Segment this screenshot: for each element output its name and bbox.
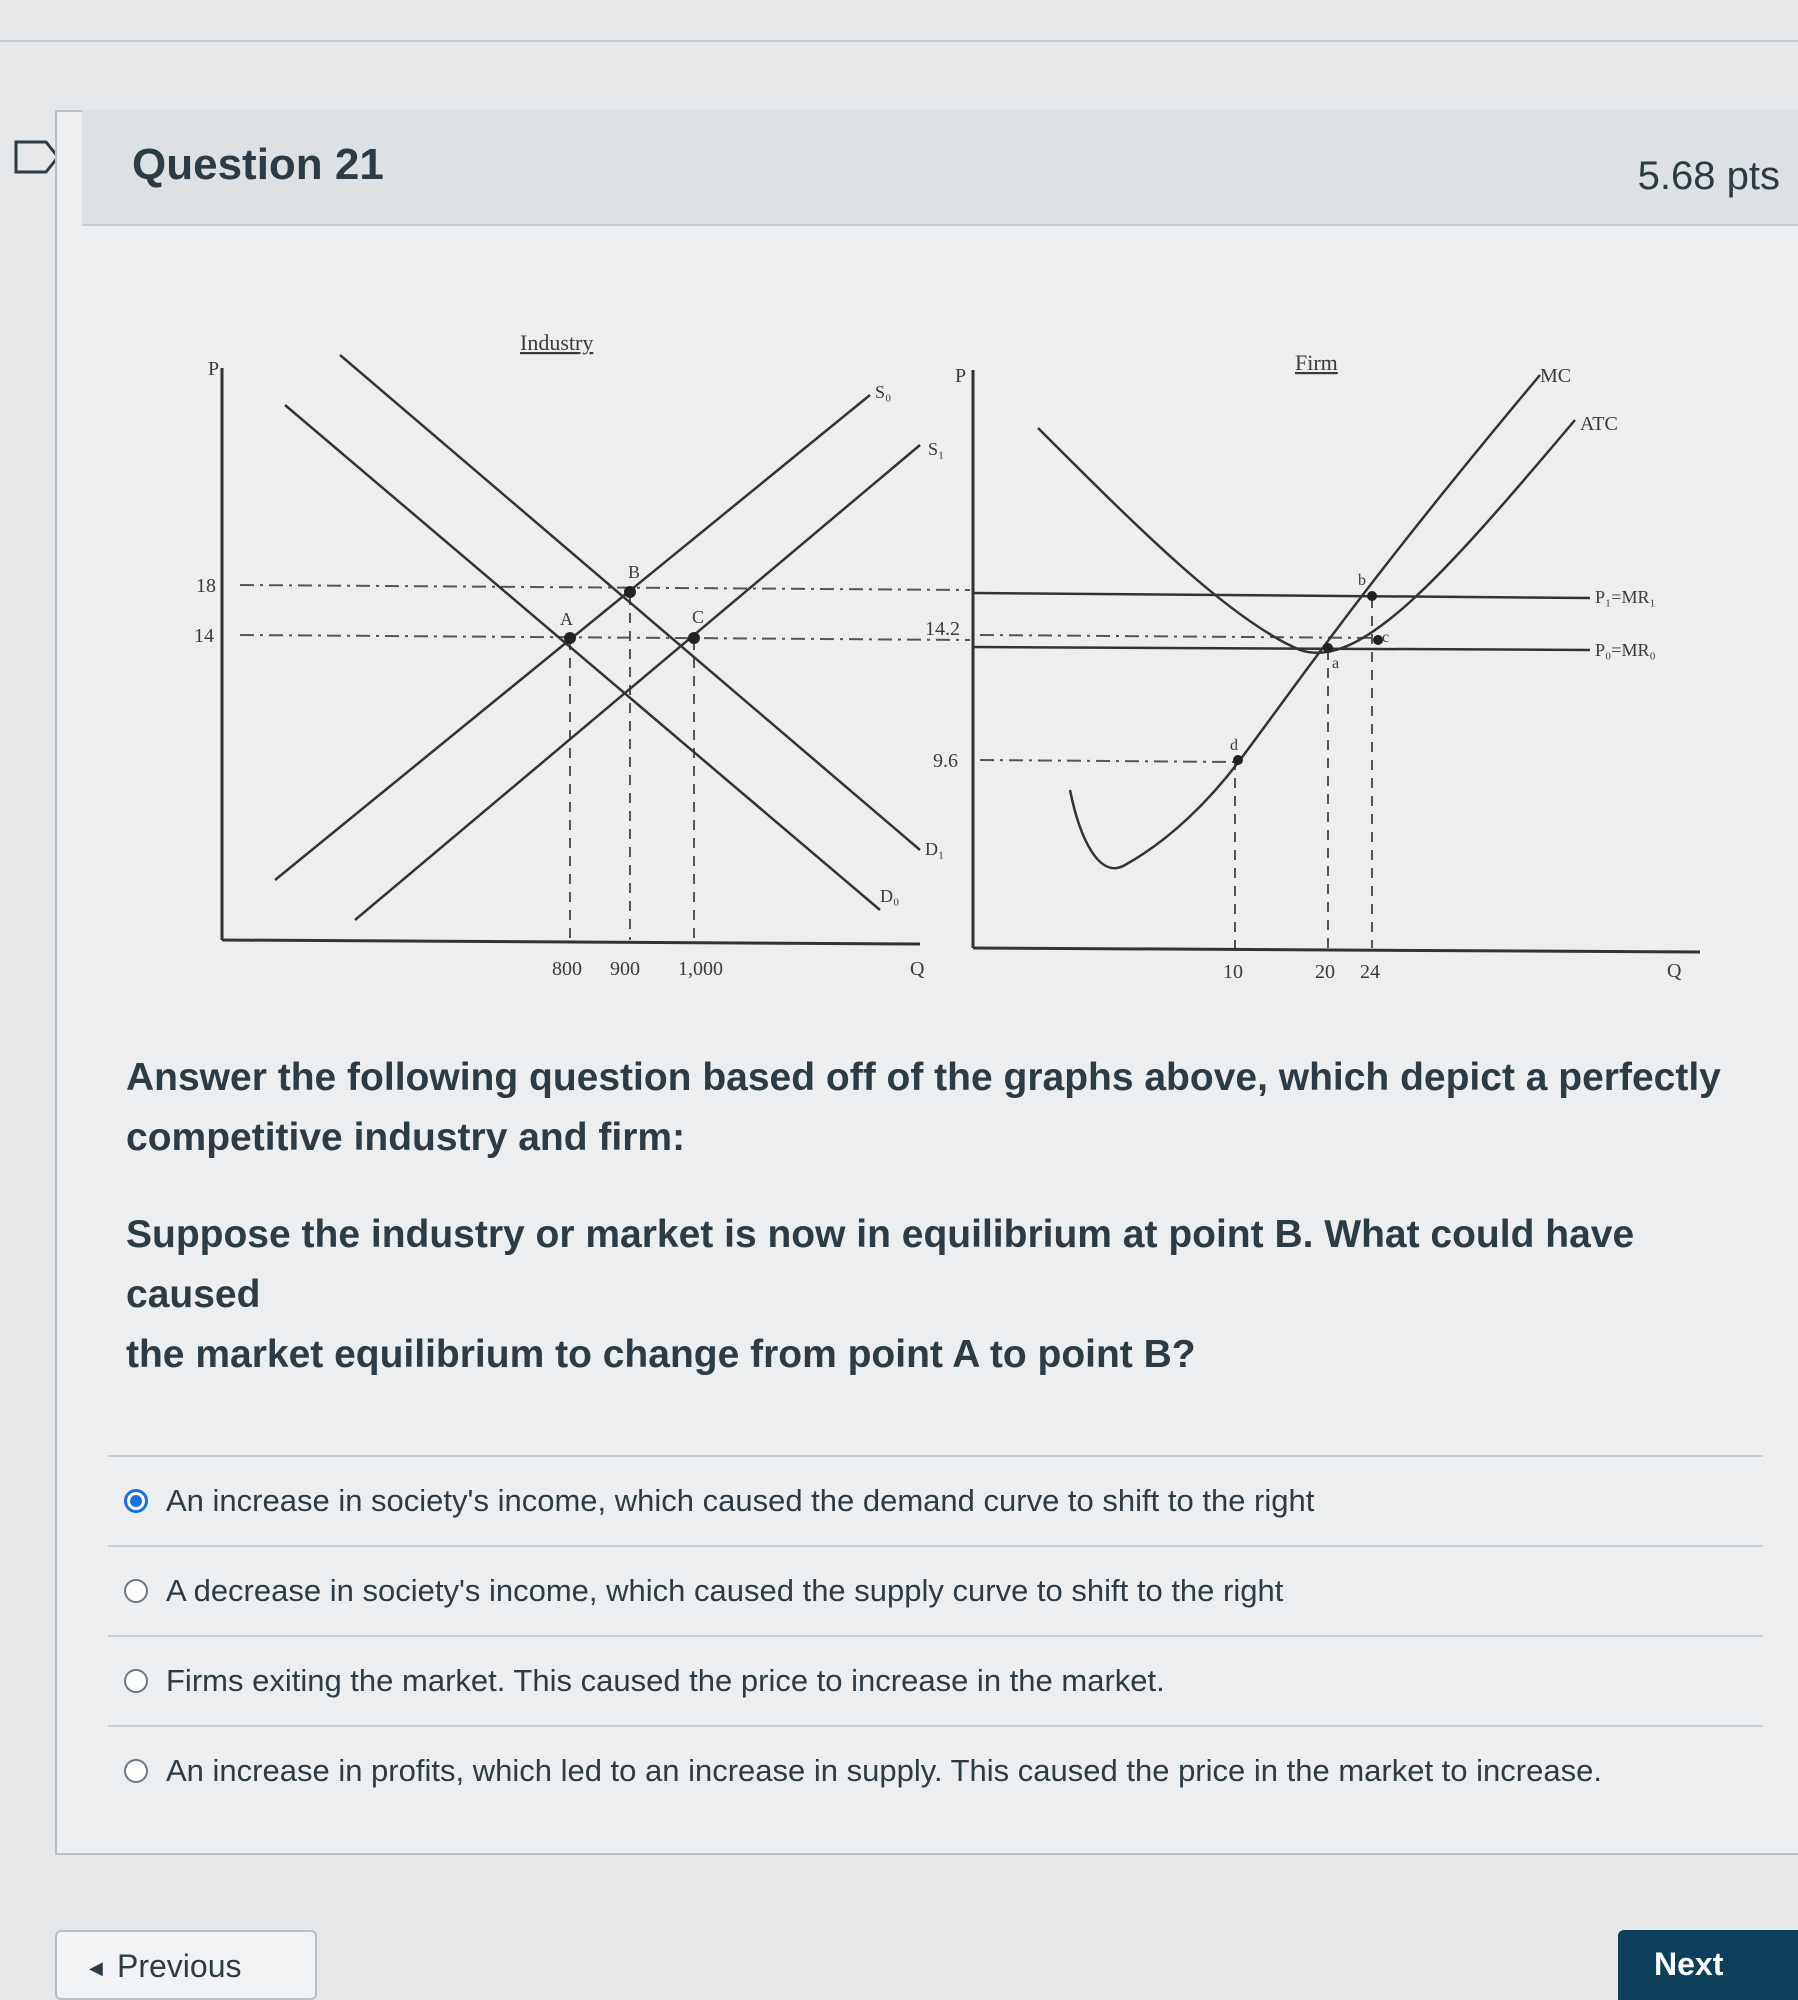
chevron-left-icon: ◀ bbox=[89, 1958, 103, 1978]
answer-label[interactable]: A decrease in society's income, which caused the supply curve to shift to the right bbox=[166, 1573, 1284, 1608]
label-point-b: B bbox=[628, 562, 641, 582]
question-prompt bbox=[126, 1048, 1746, 1168]
radio-icon[interactable] bbox=[124, 1669, 148, 1693]
answer-option-2[interactable] bbox=[108, 1545, 1763, 1635]
label-point-a-firm: a bbox=[1332, 655, 1340, 672]
answer-list bbox=[108, 1455, 1763, 1815]
previous-button-label: Previous bbox=[117, 1948, 242, 1984]
question-prompt-line-2: competitive industry and firm: bbox=[126, 1116, 686, 1159]
firm-title: Firm bbox=[1295, 350, 1338, 375]
label-mc: MC bbox=[1540, 365, 1572, 387]
industry-tick-14: 14 bbox=[194, 625, 214, 647]
industry-y-label: P bbox=[208, 358, 220, 380]
label-d0: D₀ bbox=[880, 886, 900, 906]
label-point-c-firm: c bbox=[1382, 629, 1390, 646]
previous-button[interactable] bbox=[55, 1930, 317, 2000]
answer-label[interactable]: An increase in society's income, which caused the demand curve to shift to the right bbox=[166, 1483, 1315, 1518]
point-b-firm bbox=[1367, 591, 1377, 601]
question-stem bbox=[126, 1205, 1746, 1385]
firm-x-axis bbox=[973, 948, 1700, 952]
point-b bbox=[624, 586, 636, 598]
label-p0-mr0: P₀=MR₀ bbox=[1595, 640, 1656, 660]
answer-label[interactable]: Firms exiting the market. This caused the price to increase in the market. bbox=[166, 1663, 1165, 1698]
question-prompt-line-1: Answer the following question based off of the graphs above, which depict a perfectly bbox=[126, 1056, 1721, 1099]
firm-price-line-9-6 bbox=[980, 760, 1235, 762]
point-c bbox=[688, 632, 700, 644]
point-a-firm bbox=[1323, 643, 1333, 653]
industry-graph bbox=[194, 330, 970, 980]
answer-option-4[interactable] bbox=[108, 1725, 1763, 1815]
industry-x-axis bbox=[222, 940, 920, 944]
firm-tick-10: 10 bbox=[1223, 961, 1243, 983]
label-point-d-firm: d bbox=[1230, 737, 1238, 754]
firm-tick-24: 24 bbox=[1360, 961, 1380, 983]
firm-mr0-line bbox=[973, 647, 1590, 650]
industry-x-label: Q bbox=[910, 958, 925, 980]
label-p1-mr1: P₁=MR₁ bbox=[1595, 587, 1656, 607]
supply-curve-s1 bbox=[355, 445, 920, 920]
question-title: Question 21 bbox=[132, 140, 384, 189]
point-a bbox=[564, 632, 576, 644]
label-s0: S₀ bbox=[875, 382, 892, 402]
label-point-b-firm: b bbox=[1358, 572, 1366, 589]
industry-tick-1000: 1,000 bbox=[678, 958, 723, 980]
demand-curve-d0 bbox=[285, 405, 880, 910]
radio-icon[interactable] bbox=[124, 1579, 148, 1603]
industry-tick-18: 18 bbox=[196, 575, 216, 597]
bookmark-flag-icon[interactable] bbox=[14, 140, 60, 174]
question-stem-line-1: Suppose the industry or market is now in equilibrium at point B. What could have caused bbox=[126, 1213, 1635, 1316]
firm-tick-9-6: 9.6 bbox=[933, 750, 958, 772]
radio-icon[interactable] bbox=[124, 1759, 148, 1783]
industry-price-line-18 bbox=[240, 585, 970, 590]
next-button[interactable] bbox=[1618, 1930, 1798, 2000]
question-stem-line-2: the market equilibrium to change from point A to point B? bbox=[126, 1333, 1196, 1376]
firm-graph bbox=[925, 350, 1700, 983]
question-points: 5.68 pts bbox=[1637, 154, 1780, 198]
question-header bbox=[82, 110, 1798, 226]
top-divider bbox=[0, 40, 1798, 42]
industry-title: Industry bbox=[520, 330, 594, 355]
firm-tick-20: 20 bbox=[1315, 961, 1335, 983]
firm-y-label: P bbox=[955, 365, 967, 387]
radio-selected-icon[interactable] bbox=[124, 1489, 148, 1513]
industry-tick-800: 800 bbox=[552, 958, 582, 980]
label-point-a: A bbox=[560, 609, 573, 629]
atc-curve bbox=[1038, 420, 1575, 653]
firm-price-line-14-2 bbox=[980, 635, 1380, 638]
firm-x-label: Q bbox=[1667, 960, 1682, 982]
label-d1: D₁ bbox=[925, 839, 945, 859]
label-atc: ATC bbox=[1580, 413, 1618, 435]
label-s1: S₁ bbox=[928, 439, 945, 459]
point-d-firm bbox=[1233, 755, 1243, 765]
firm-tick-14-2: 14.2 bbox=[925, 618, 960, 640]
answer-label[interactable]: An increase in profits, which led to an increase in supply. This caused the price in the market to increase. bbox=[166, 1753, 1602, 1788]
industry-price-line-14 bbox=[240, 635, 970, 640]
label-point-c: C bbox=[692, 607, 705, 627]
answer-option-1[interactable] bbox=[108, 1455, 1763, 1545]
answer-option-3[interactable] bbox=[108, 1635, 1763, 1725]
firm-mr1-line bbox=[973, 593, 1590, 598]
next-button-label: Next bbox=[1654, 1946, 1724, 1982]
economics-graphs bbox=[180, 320, 1710, 1020]
mc-curve bbox=[1070, 375, 1540, 868]
industry-tick-900: 900 bbox=[610, 958, 640, 980]
